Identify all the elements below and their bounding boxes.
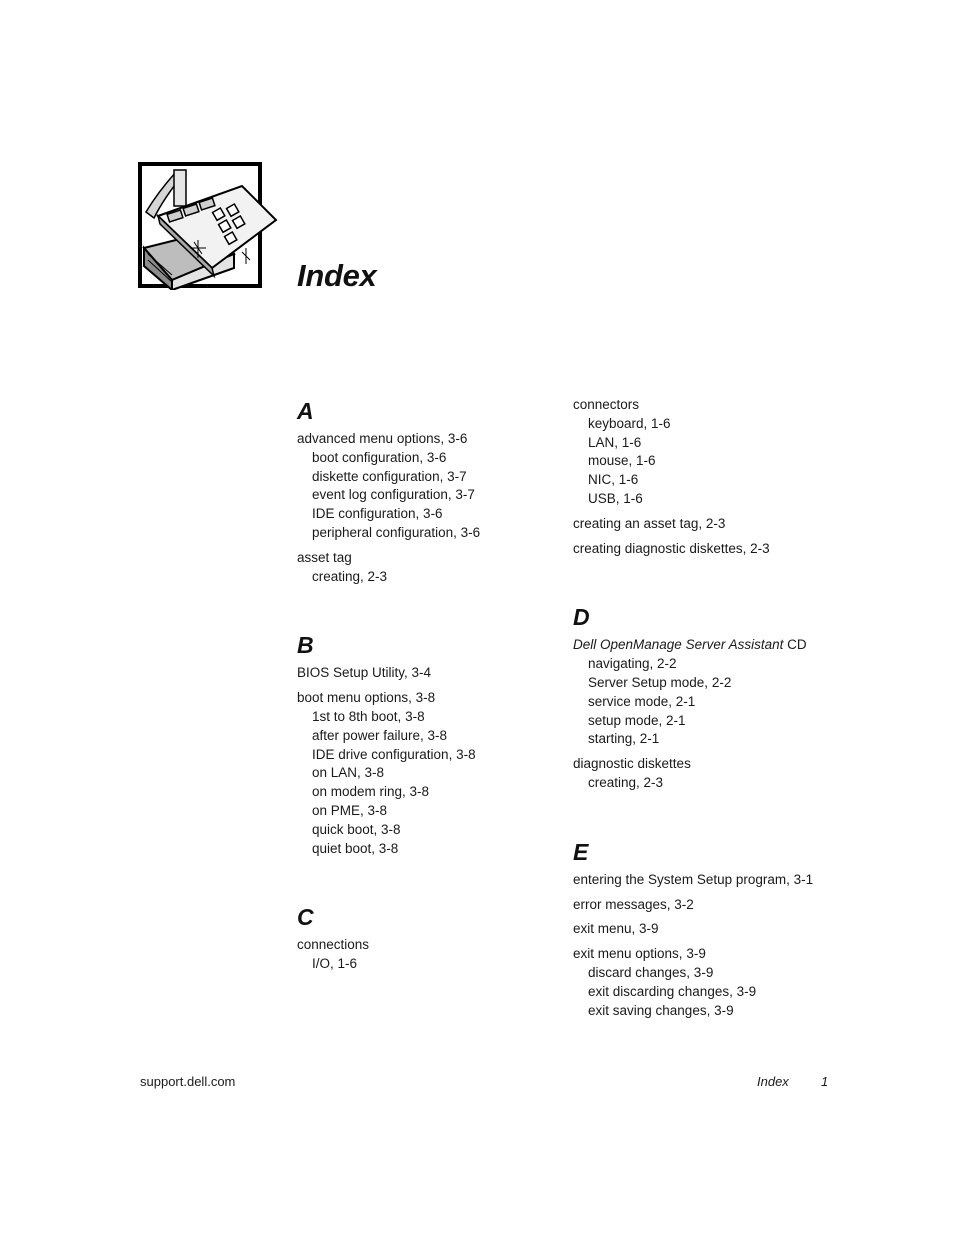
index-subterm: Server Setup mode, 2-2 bbox=[588, 674, 732, 690]
index-subterm: quiet boot, 3-8 bbox=[312, 840, 399, 856]
index-term bbox=[297, 549, 557, 568]
index-entry bbox=[573, 515, 863, 534]
section-letter: D bbox=[573, 604, 590, 631]
index-term-text: entering the System Setup program, 3-1 bbox=[573, 871, 814, 887]
index-subterm: NIC, 1-6 bbox=[588, 472, 639, 488]
index-term-text: diagnostic diskettes bbox=[573, 756, 691, 772]
index-subterm: setup mode, 2-1 bbox=[588, 712, 686, 728]
index-entry bbox=[573, 920, 863, 939]
index-term bbox=[297, 689, 557, 708]
index-entry bbox=[297, 430, 557, 543]
index-subterm: after power failure, 3-8 bbox=[312, 727, 448, 743]
index-entry bbox=[297, 936, 557, 974]
index-term bbox=[573, 636, 863, 655]
index-subterm: on PME, 3-8 bbox=[312, 802, 388, 818]
index-term-text: connections bbox=[297, 937, 370, 953]
index-section bbox=[297, 902, 557, 974]
index-subterm: navigating, 2-2 bbox=[588, 656, 677, 672]
index-entry bbox=[297, 664, 557, 683]
index-term-text: error messages, 3-2 bbox=[573, 896, 694, 912]
index-entry bbox=[297, 549, 557, 587]
index-subterm: diskette configuration, 3-7 bbox=[312, 468, 467, 484]
index-term-text: exit menu, 3-9 bbox=[573, 921, 659, 937]
index-section bbox=[297, 396, 557, 586]
index-subterm: I/O, 1-6 bbox=[312, 956, 358, 972]
index-term-text: boot menu options, 3-8 bbox=[297, 690, 436, 706]
index-subterm: IDE drive configuration, 3-8 bbox=[312, 746, 476, 762]
index-term-text: BIOS Setup Utility, 3-4 bbox=[297, 665, 432, 681]
index-entry bbox=[573, 945, 863, 1020]
index-subterm: on modem ring, 3-8 bbox=[312, 784, 430, 800]
index-term bbox=[573, 896, 863, 915]
index-subterm: creating, 2-3 bbox=[312, 568, 388, 584]
section-letter: A bbox=[297, 398, 314, 424]
index-term bbox=[297, 664, 557, 683]
index-entry bbox=[297, 689, 557, 858]
index-term bbox=[573, 871, 863, 890]
section-letter: B bbox=[297, 632, 314, 659]
index-term bbox=[297, 936, 557, 955]
index-subterm: creating, 2-3 bbox=[588, 774, 664, 790]
index-term-text: advanced menu options, 3-6 bbox=[297, 431, 468, 446]
footer-page-number: 1 bbox=[821, 1074, 829, 1089]
index-section bbox=[573, 837, 863, 1021]
index-column-right bbox=[573, 396, 863, 1026]
index-entry bbox=[573, 871, 863, 890]
index-entry bbox=[573, 636, 863, 749]
index-subterm: peripheral configuration, 3-6 bbox=[312, 524, 481, 540]
footer-site-url: support.dell.com bbox=[140, 1074, 236, 1089]
index-term bbox=[573, 515, 863, 534]
index-entry bbox=[573, 896, 863, 915]
index-section bbox=[573, 602, 863, 792]
index-subterm: mouse, 1-6 bbox=[588, 453, 656, 469]
index-term-title: Dell OpenManage Server Assistant bbox=[573, 637, 784, 653]
index-subterm: keyboard, 1-6 bbox=[588, 415, 671, 431]
footer-section-name: Index bbox=[757, 1074, 789, 1089]
index-term bbox=[297, 430, 557, 449]
index-subterm: discard changes, 3-9 bbox=[588, 964, 714, 980]
index-subterm: exit saving changes, 3-9 bbox=[588, 1002, 734, 1018]
chapter-logo-icon bbox=[138, 162, 278, 290]
index-column-left bbox=[297, 396, 557, 980]
index-entry bbox=[573, 755, 863, 793]
index-subterm: boot configuration, 3-6 bbox=[312, 449, 447, 465]
index-subterm: exit discarding changes, 3-9 bbox=[588, 983, 757, 999]
index-term-text: creating an asset tag, 2-3 bbox=[573, 515, 726, 531]
index-subterm: USB, 1-6 bbox=[588, 490, 643, 506]
index-term-text: asset tag bbox=[297, 549, 352, 565]
section-letter: C bbox=[297, 904, 314, 931]
index-term bbox=[573, 945, 863, 964]
index-term-text: connectors bbox=[573, 397, 640, 412]
index-section bbox=[297, 630, 557, 858]
index-entry bbox=[573, 396, 863, 509]
index-term-text: CD bbox=[783, 637, 807, 653]
index-subterm: quick boot, 3-8 bbox=[312, 821, 401, 837]
index-subterm: LAN, 1-6 bbox=[588, 434, 642, 450]
index-term-text: creating diagnostic diskettes, 2-3 bbox=[573, 540, 770, 556]
index-subterm: IDE configuration, 3-6 bbox=[312, 506, 443, 522]
index-term bbox=[573, 396, 863, 415]
index-subterm: on LAN, 3-8 bbox=[312, 765, 385, 781]
index-subterm: starting, 2-1 bbox=[588, 731, 660, 747]
index-section bbox=[573, 396, 863, 558]
page-title: Index bbox=[297, 258, 377, 293]
index-subterm: 1st to 8th boot, 3-8 bbox=[312, 708, 425, 724]
index-term-text: exit menu options, 3-9 bbox=[573, 946, 706, 962]
section-letter: E bbox=[573, 838, 589, 865]
index-term bbox=[573, 755, 863, 774]
index-term bbox=[573, 920, 863, 939]
index-entry bbox=[573, 540, 863, 559]
index-subterm: service mode, 2-1 bbox=[588, 693, 696, 709]
index-term bbox=[573, 540, 863, 559]
index-subterm: event log configuration, 3-7 bbox=[312, 487, 475, 503]
